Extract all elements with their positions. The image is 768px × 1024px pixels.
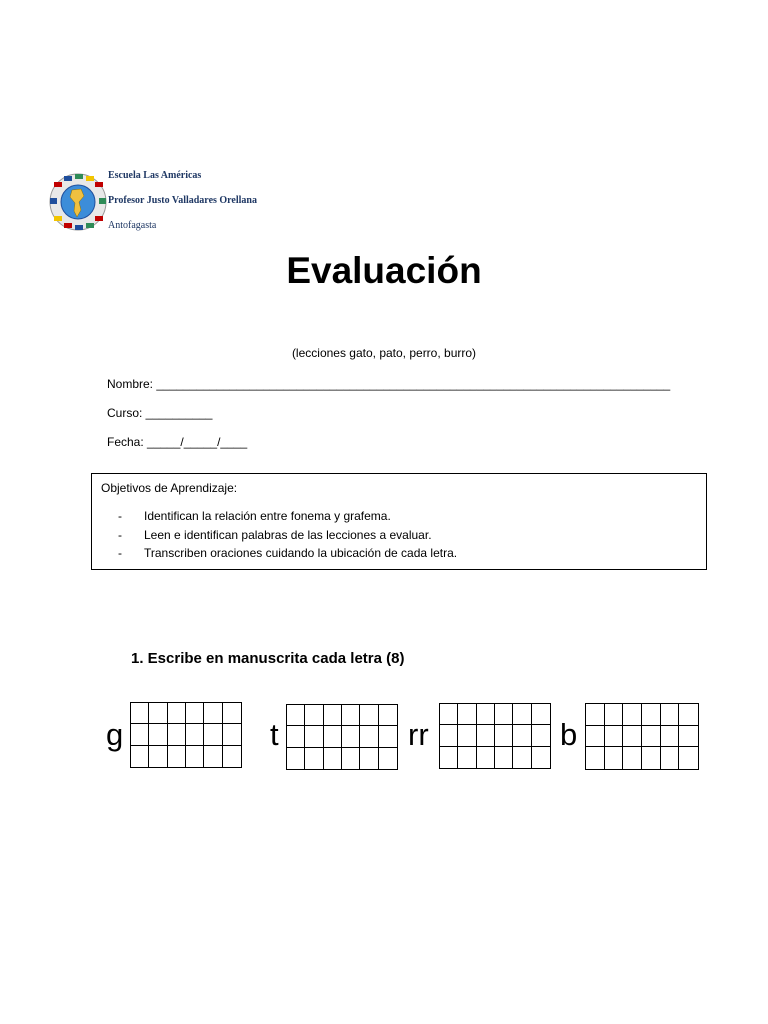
grid-cell[interactable]: [149, 724, 167, 745]
grid-cell[interactable]: [223, 746, 241, 767]
grid-cell[interactable]: [679, 704, 698, 726]
grid-cell[interactable]: [342, 748, 360, 769]
grid-cell[interactable]: [623, 726, 642, 748]
grid-cell[interactable]: [440, 747, 458, 768]
grid-cell[interactable]: [149, 746, 167, 767]
question-1-label: 1. Escribe en manuscrita cada letra (8): [131, 650, 405, 667]
grid-cell[interactable]: [379, 748, 397, 769]
writing-grid-g[interactable]: [130, 702, 242, 768]
grid-cell[interactable]: [324, 726, 342, 747]
page-title: Evaluación: [286, 250, 482, 291]
grid-cell[interactable]: [532, 725, 550, 746]
grid-cell[interactable]: [342, 726, 360, 747]
grid-cell[interactable]: [287, 726, 305, 747]
grid-cell[interactable]: [204, 746, 222, 767]
grid-cell[interactable]: [513, 704, 531, 725]
grid-cell[interactable]: [168, 724, 186, 745]
grid-cell[interactable]: [623, 704, 642, 726]
school-name: Escuela Las Américas: [108, 170, 202, 181]
grid-cell[interactable]: [605, 726, 624, 748]
letter-t: t: [270, 717, 279, 752]
objective-text: Transcriben oraciones cuidando la ubicación de cada letra.: [144, 546, 458, 560]
grid-cell[interactable]: [131, 724, 149, 745]
grid-cell[interactable]: [324, 705, 342, 726]
grid-cell[interactable]: [586, 726, 605, 748]
grid-cell[interactable]: [642, 704, 661, 726]
writing-grid-t[interactable]: [286, 704, 398, 770]
grid-cell[interactable]: [204, 724, 222, 745]
grid-cell[interactable]: [379, 726, 397, 747]
writing-grid-rr[interactable]: [439, 703, 551, 769]
grid-cell[interactable]: [477, 704, 495, 725]
grid-cell[interactable]: [661, 704, 680, 726]
objectives-heading: Objetivos de Aprendizaje:: [101, 481, 238, 495]
grid-cell[interactable]: [532, 747, 550, 768]
grid-cell[interactable]: [642, 747, 661, 769]
grid-cell[interactable]: [223, 703, 241, 724]
grid-cell[interactable]: [305, 705, 323, 726]
grid-cell[interactable]: [477, 725, 495, 746]
name-field[interactable]: Nombre: _____________________________________________________________________________: [107, 377, 671, 391]
grid-cell[interactable]: [513, 747, 531, 768]
grid-cell[interactable]: [305, 748, 323, 769]
bullet-dash: -: [118, 546, 122, 560]
grid-cell[interactable]: [661, 747, 680, 769]
objectives-list: [118, 507, 457, 563]
grid-cell[interactable]: [324, 748, 342, 769]
globe-flags-icon: [48, 172, 108, 232]
grid-cell[interactable]: [440, 725, 458, 746]
objectives-box: [91, 473, 707, 570]
grid-cell[interactable]: [379, 705, 397, 726]
letter-b: b: [560, 717, 578, 752]
list-item: [118, 507, 457, 526]
objective-text: Identifican la relación entre fonema y grafema.: [144, 509, 391, 523]
bullet-dash: -: [118, 509, 122, 523]
grid-cell[interactable]: [186, 746, 204, 767]
letter-g: g: [106, 717, 124, 752]
list-item: [118, 544, 457, 563]
city-name: Antofagasta: [108, 220, 157, 231]
grid-cell[interactable]: [360, 726, 378, 747]
grid-cell[interactable]: [679, 726, 698, 748]
letter-rr: rr: [408, 717, 429, 752]
grid-cell[interactable]: [168, 746, 186, 767]
bullet-dash: -: [118, 527, 122, 542]
grid-cell[interactable]: [287, 705, 305, 726]
grid-cell[interactable]: [131, 746, 149, 767]
grid-cell[interactable]: [305, 726, 323, 747]
grid-cell[interactable]: [342, 705, 360, 726]
grid-cell[interactable]: [495, 747, 513, 768]
grid-cell[interactable]: [623, 747, 642, 769]
grid-cell[interactable]: [168, 703, 186, 724]
grid-cell[interactable]: [458, 704, 476, 725]
school-logo: [48, 172, 108, 232]
grid-cell[interactable]: [679, 747, 698, 769]
grid-cell[interactable]: [131, 703, 149, 724]
grid-cell[interactable]: [458, 725, 476, 746]
objective-text: Leen e identifican palabras de las lecciones a evaluar.: [144, 527, 432, 542]
teacher-name: Profesor Justo Valladares Orellana: [108, 195, 257, 206]
grid-cell[interactable]: [458, 747, 476, 768]
grid-cell[interactable]: [495, 725, 513, 746]
course-field[interactable]: Curso: __________: [107, 406, 213, 420]
grid-cell[interactable]: [440, 704, 458, 725]
grid-cell[interactable]: [605, 704, 624, 726]
grid-cell[interactable]: [223, 724, 241, 745]
page-subtitle: (lecciones gato, pato, perro, burro): [291, 346, 477, 360]
grid-cell[interactable]: [204, 703, 222, 724]
date-field[interactable]: Fecha: _____/_____/____: [107, 435, 248, 449]
grid-cell[interactable]: [532, 704, 550, 725]
grid-cell[interactable]: [360, 748, 378, 769]
grid-cell[interactable]: [586, 704, 605, 726]
grid-cell[interactable]: [287, 748, 305, 769]
grid-cell[interactable]: [477, 747, 495, 768]
grid-cell[interactable]: [661, 726, 680, 748]
writing-grid-b[interactable]: [585, 703, 699, 770]
grid-cell[interactable]: [149, 703, 167, 724]
grid-cell[interactable]: [360, 705, 378, 726]
grid-cell[interactable]: [513, 725, 531, 746]
grid-cell[interactable]: [586, 747, 605, 769]
grid-cell[interactable]: [186, 724, 204, 745]
grid-cell[interactable]: [605, 747, 624, 769]
list-item: [118, 526, 457, 545]
grid-cell[interactable]: [186, 703, 204, 724]
grid-cell[interactable]: [642, 726, 661, 748]
grid-cell[interactable]: [495, 704, 513, 725]
